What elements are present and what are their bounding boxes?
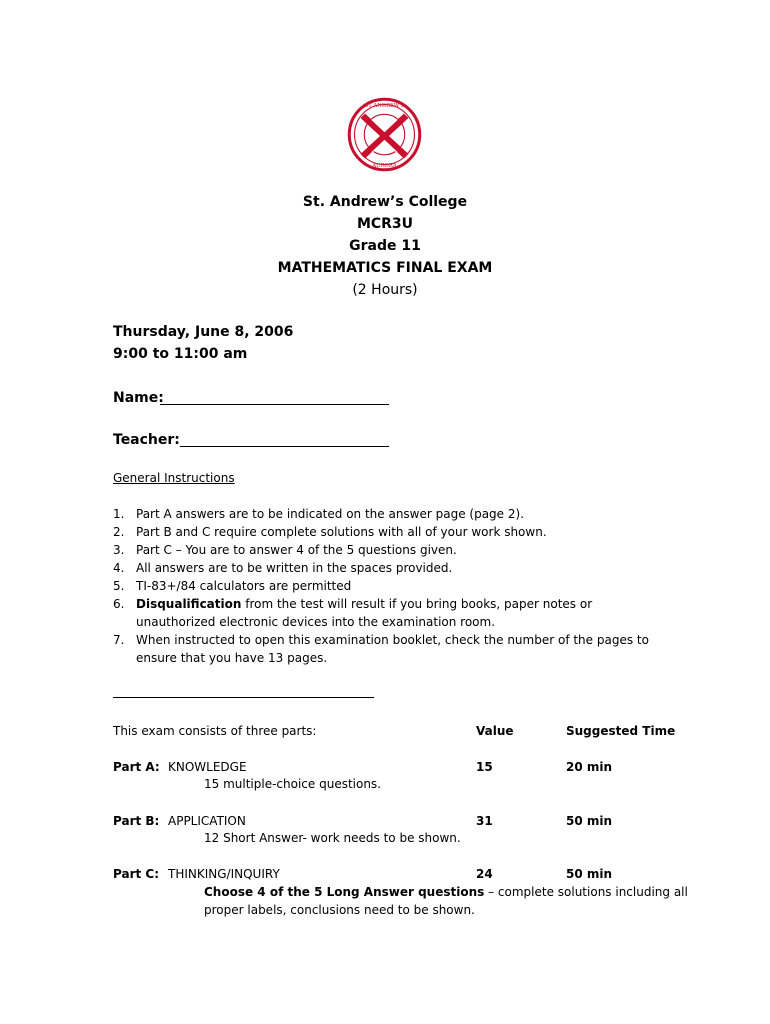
teacher-label: Teacher: [113, 432, 180, 448]
instruction-item: 4. All answers are to be written in the spaces provided. [113, 561, 453, 575]
part-c-description: Choose 4 of the 5 Long Answer questions – complete solutions including all [204, 885, 688, 899]
instruction-item: 3. Part C – You are to answer 4 of the 5 questions given. [113, 543, 457, 557]
part-c-label: Part C: [113, 867, 160, 881]
part-b-label: Part B: [113, 814, 160, 828]
svg-text:ST ANDREW'S: ST ANDREW'S [364, 102, 405, 109]
part-c-description-line2: proper labels, conclusions need to be shown. [204, 903, 475, 917]
name-blank-line[interactable] [160, 404, 389, 405]
part-c-time: 50 min [566, 867, 613, 881]
exam-time: 9:00 to 11:00 am [113, 346, 248, 362]
part-c-value: 24 [476, 867, 493, 881]
suggested-time-header: Suggested Time [566, 724, 676, 738]
svg-text:AURORA: AURORA [372, 162, 397, 169]
instruction-item: 6. Disqualification from the test will result if you bring books, paper notes or unauthorized electronic devices into the examination room. [113, 597, 593, 629]
instructions-list [113, 505, 673, 667]
parts-intro: This exam consists of three parts: [113, 724, 317, 738]
course-code: MCR3U [356, 216, 414, 232]
part-b-time: 50 min [566, 814, 613, 828]
part-a-name: KNOWLEDGE [168, 760, 247, 774]
school-name: St. Andrew’s College [302, 194, 468, 210]
part-a-label: Part A: [113, 760, 160, 774]
name-label: Name: [113, 390, 164, 406]
section-divider [113, 697, 374, 698]
instruction-item: 1. Part A answers are to be indicated on the answer page (page 2). [113, 507, 525, 521]
college-seal-logo [347, 97, 422, 172]
part-c-name: THINKING/INQUIRY [168, 867, 280, 881]
part-b-description: 12 Short Answer- work needs to be shown. [204, 831, 461, 845]
teacher-blank-line[interactable] [180, 446, 389, 447]
exam-date: Thursday, June 8, 2006 [113, 324, 294, 340]
instruction-item: 5. TI-83+/84 calculators are permitted [113, 579, 352, 593]
value-header: Value [476, 724, 514, 738]
part-b-name: APPLICATION [168, 814, 246, 828]
exam-duration: (2 Hours) [352, 282, 418, 298]
part-a-description: 15 multiple-choice questions. [204, 777, 381, 791]
part-a-value: 15 [476, 760, 493, 774]
grade-level: Grade 11 [349, 238, 421, 254]
instruction-item: 7. When instructed to open this examination booklet, check the number of the pages to ensure that you have 13 pages. [113, 633, 649, 665]
part-b-value: 31 [476, 814, 493, 828]
part-a-time: 20 min [566, 760, 613, 774]
instruction-item: 2. Part B and C require complete solutions with all of your work shown. [113, 525, 547, 539]
exam-title: MATHEMATICS FINAL EXAM [277, 260, 493, 276]
instructions-heading: General Instructions [113, 471, 235, 485]
